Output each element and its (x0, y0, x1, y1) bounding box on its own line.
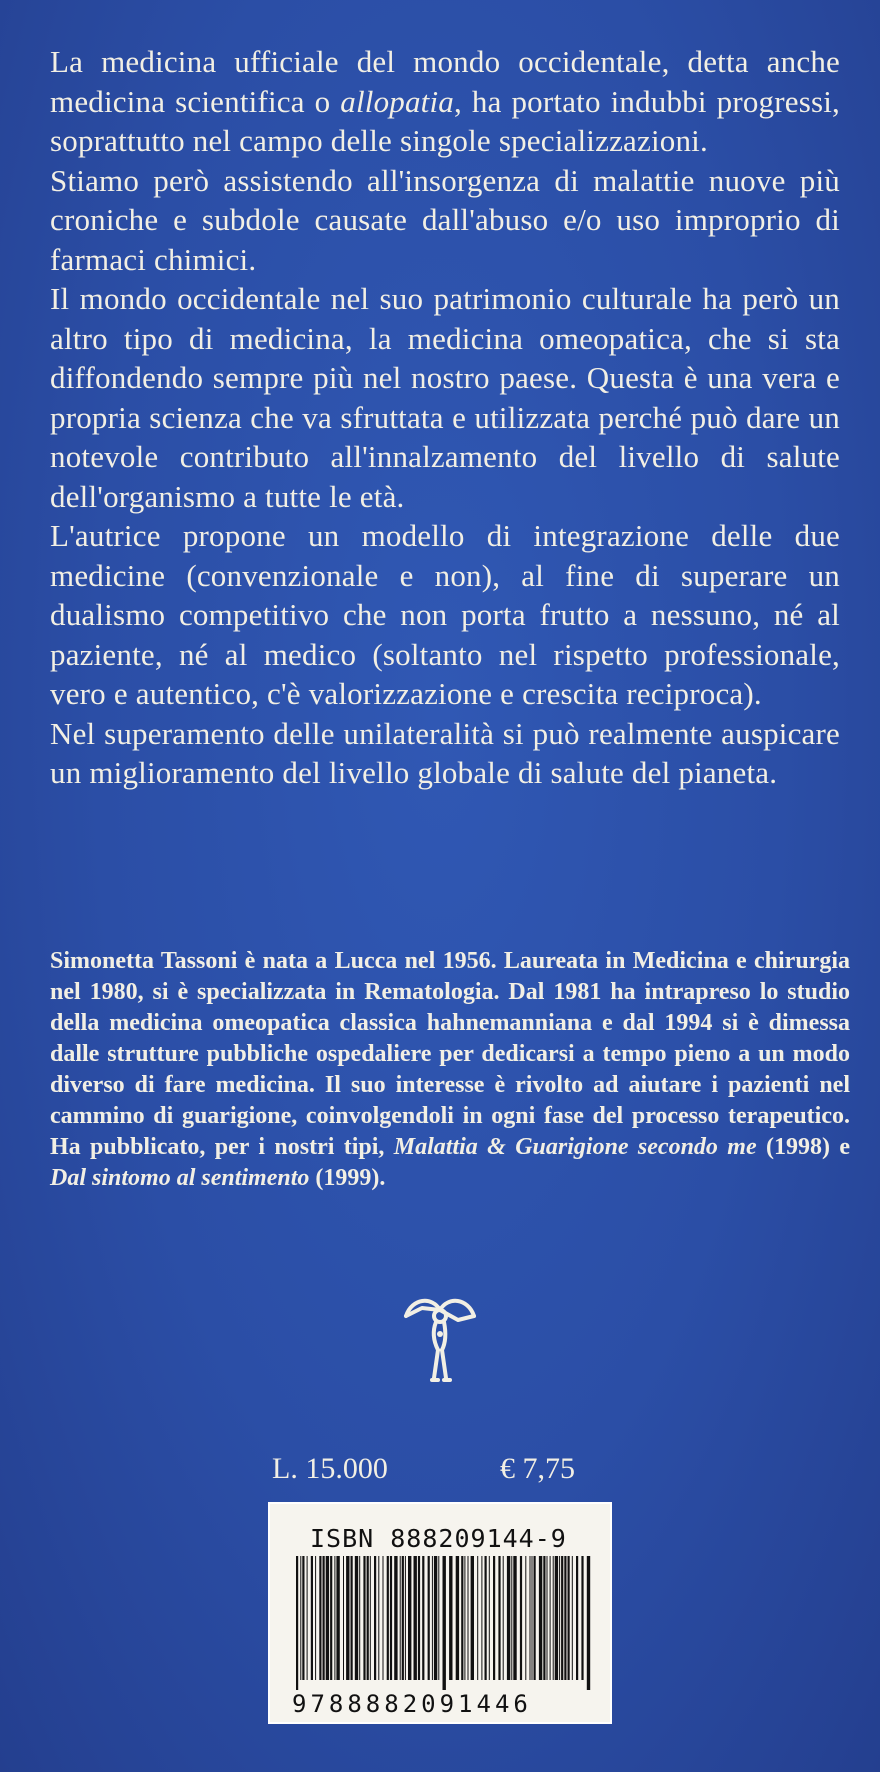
barcode-bar (539, 1556, 542, 1680)
barcode-bar (394, 1556, 397, 1680)
barcode-bar (481, 1556, 482, 1680)
barcode-bar (311, 1556, 313, 1680)
barcode-bar (477, 1556, 478, 1680)
price-euro: € 7,75 (500, 1452, 575, 1485)
barcode-bar (449, 1556, 452, 1680)
barcode-bar (511, 1556, 512, 1680)
barcode-bar (503, 1556, 504, 1680)
barcode-bar (568, 1556, 570, 1680)
blurb-text: , ha portato indubbi progressi, soprattutto nel campo delle singole specializzazioni. (50, 83, 841, 158)
barcode-bars (294, 1556, 594, 1690)
price-row (0, 1452, 880, 1492)
barcode-bar (307, 1556, 308, 1680)
barcode-bar (405, 1556, 406, 1680)
barcode-bar (532, 1556, 533, 1680)
author-biography (50, 946, 850, 1194)
price-lire: L. 15.000 (272, 1452, 388, 1485)
barcode-bar (302, 1556, 304, 1680)
barcode-bar (296, 1556, 298, 1690)
barcode-bar (543, 1556, 545, 1680)
ean-number: 9788882091446 (292, 1690, 532, 1718)
barcode-bar (520, 1556, 522, 1680)
barcode-bar (507, 1556, 510, 1680)
barcode-bar (323, 1556, 325, 1680)
barcode-bar (374, 1556, 376, 1680)
blurb-paragraph-1 (50, 42, 840, 161)
barcode-bar (334, 1556, 335, 1680)
barcode-bar (336, 1556, 339, 1680)
barcode-bar (561, 1556, 563, 1680)
barcode-bar (351, 1556, 353, 1680)
barcode-bar (367, 1556, 369, 1680)
barcode-bar (300, 1556, 301, 1680)
blurb-paragraph-3: Il mondo occidentale nel suo patrimonio culturale ha però un altro tipo di medicina, la medicina omeopatica, che si sta diffondendo sempre più nel nostro paese. Questa è una vera e propria scienza che va sfruttata e utilizzata perché può dare un notevole contributo all'innalzamento del livello di salute dell'organismo a tutte le età. (50, 281, 840, 514)
barcode-bar (378, 1556, 379, 1680)
barcode-bar (326, 1556, 329, 1680)
barcode-bar (461, 1556, 463, 1680)
barcode-bar (315, 1556, 316, 1680)
blurb-paragraph-4: L'autrice propone un modello di integrazione delle due medicine (convenzionale e non), al fine di superare un dualismo competitivo che non porta frutto a nessuno, né al paziente, né al medico (soltanto nel rispetto professionale, vero e autentico, c'è valorizzazione e crescita reciproca). (50, 518, 840, 711)
barcode-bar (402, 1556, 404, 1680)
barcode-bar (330, 1556, 332, 1680)
barcode-bar (576, 1556, 578, 1680)
barcode-bar (408, 1556, 411, 1680)
barcode-bar (422, 1556, 424, 1680)
barcode-bar (471, 1556, 474, 1680)
bio-text: (1998) e (756, 1134, 850, 1160)
bio-book-title-1: Malattia & Guarigione secondo me (393, 1134, 757, 1160)
barcode-bar (485, 1556, 487, 1680)
barcode-bar (346, 1556, 349, 1680)
barcode-bar (443, 1556, 446, 1690)
barcode-bar (355, 1556, 358, 1680)
barcode-bar (547, 1556, 548, 1680)
bio-book-title-2: Dal sintomo al sentimento (50, 1165, 310, 1191)
barcode-bar (530, 1556, 531, 1680)
barcode-bar (343, 1556, 344, 1680)
isbn-barcode (268, 1502, 612, 1724)
barcode-bar (432, 1556, 433, 1680)
barcode-bar (418, 1556, 420, 1680)
barcode-bar (400, 1556, 401, 1680)
blurb-paragraph-2: Stiamo però assistendo all'insorgenza di malattie nuove più croniche e subdole causate dall'abuso e/o uso improprio di farmaci chimici. (50, 162, 840, 277)
publisher-figure-logo-icon (402, 1290, 478, 1386)
barcode-bar (525, 1556, 526, 1680)
barcode-bar (513, 1556, 516, 1680)
barcode-bar (493, 1556, 495, 1680)
barcode-bar (468, 1556, 469, 1680)
bio-text: (1999). (309, 1165, 386, 1191)
barcode-bar (534, 1556, 536, 1680)
barcode-bar (553, 1556, 554, 1680)
blurb-text: La medicina ufficiale del mondo occidentale, detta anche medicina scientifica o (50, 44, 840, 119)
barcode-bar (559, 1556, 560, 1680)
barcode-bar (428, 1556, 430, 1680)
barcode-bar (464, 1556, 465, 1680)
barcode-bar (555, 1556, 558, 1680)
blurb-paragraph-5: Nel superamento delle unilateralità si può realmente auspicare un miglioramento del livello globale di salute del pianeta. (50, 715, 840, 790)
barcode-bar (456, 1556, 459, 1680)
barcode-bar (414, 1556, 417, 1680)
isbn-number: ISBN 888209144-9 (310, 1524, 567, 1553)
back-cover-blurb (50, 42, 840, 793)
barcode-bar (564, 1556, 566, 1680)
barcode-bar (550, 1556, 551, 1680)
barcode-bar (319, 1556, 321, 1680)
blurb-italic-term: allopatia (340, 83, 455, 119)
barcode-bar (489, 1556, 490, 1680)
barcode-bar (581, 1556, 583, 1680)
barcode-bar (434, 1556, 437, 1680)
barcode-bar (498, 1556, 500, 1680)
barcode-bar (370, 1556, 371, 1680)
barcode-bar (359, 1556, 360, 1680)
barcode-bar (387, 1556, 389, 1680)
barcode-bar (587, 1556, 590, 1690)
bio-text: Simonetta Tassoni è nata a Lucca nel 1956. Laureata in Medicina e chirurgia nel 1980, si è specializzata in Rematologia. Dal 1981 ha intrapreso lo studio della medicina omeopatica classica hahnemanniana e dal 1994 si è dimessa dalle strutture pubbliche ospedaliere per dedicarsi a tempo pieno a un modo diverso di fare medicina. Il suo interesse è rivolto ad aiutare i pazienti nel cammino di guarigione, coinvolgendoli in ogni fase del processo terapeutico. Ha pubblicato, per i nostri tipi, (50, 948, 850, 1160)
barcode-bar (572, 1556, 573, 1680)
barcode-bar (383, 1556, 384, 1680)
barcode-bar (438, 1556, 439, 1680)
barcode-bar (363, 1556, 365, 1680)
barcode-bar (390, 1556, 392, 1680)
